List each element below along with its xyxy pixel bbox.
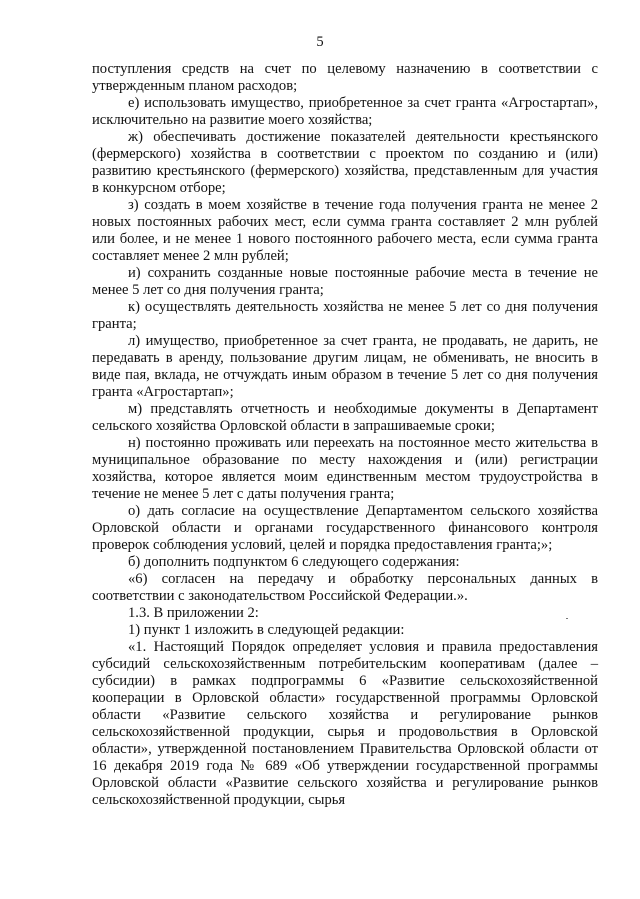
paragraph: е) использовать имущество, приобретенное за счет гранта «Агростартап», исключительно на развитие моего хозяйства; [92,95,598,128]
paragraph: м) представлять отчетность и необходимые документы в Департамент сельского хозяйства Орловской области в запрашиваемые сроки; [92,401,598,434]
paragraph: к) осуществлять деятельность хозяйства не менее 5 лет со дня получения гранта; [92,299,598,332]
paragraph: н) постоянно проживать или переехать на постоянное место жительства в муниципальное образование по месту нахождения и (или) регистрации хозяйства, которое является моим единственным местом трудоустройства в течение не менее 5 лет с даты получения гранта; [92,435,598,502]
paragraph: б) дополнить подпунктом 6 следующего содержания: [128,554,460,570]
paragraph: з) создать в моем хозяйстве в течение года получения гранта не менее 2 новых постоянных рабочих мест, если сумма гранта составляет 2 млн рублей или более, и не менее 1 нового постоянного рабочего места, если сумма гранта составляет менее 2 млн рублей; [92,197,598,264]
paragraph: ж) обеспечивать достижение показателей деятельности крестьянского (фермерского) хозяйства в соответствии с проектом по созданию и (или) развитию крестьянского (фермерского) хозяйства, представленным для участия в конкурсном отборе; [92,129,598,196]
paragraph: «1. Настоящий Порядок определяет условия и правила предоставления субсидий сельскохозяйственным потребительским кооперативам (далее – субсидии) в рамках подпрограммы 6 «Развитие сельскохозяйственной кооперации в Орловской области» государственной программы Орловской области «Развитие сельского хозяйства и регулирование рынков сельскохозяйственной продукции, сырья и продовольствия в Орловской области», утвержденной постановлением Правительства Орловской области от 16 декабря 2019 года № 689 «Об утверждении государственной программы Орловской области «Развитие сельского хозяйства и регулирование рынков сельскохозяйственной продукции, сырья [92,639,598,808]
paragraph: поступления средств на счет по целевому назначению в соответствии с утвержденным планом расходов; [92,61,598,94]
paragraph: «6) согласен на передачу и обработку персональных данных в соответствии с законодательством Российской Федерации.». [92,571,598,604]
scan-speck [566,618,568,619]
document-body [92,61,598,809]
paragraph: и) сохранить созданные новые постоянные рабочие места в течение не менее 5 лет со дня получения гранта; [92,265,598,298]
paragraph: 1.3. В приложении 2: [128,605,259,621]
paragraph: 1) пункт 1 изложить в следующей редакции: [128,622,405,638]
page-number: 5 [316,34,324,50]
paragraph: о) дать согласие на осуществление Департаментом сельского хозяйства Орловской области и органами государственного финансового контроля проверок соблюдения условий, целей и порядка предоставления гранта;»; [92,503,598,553]
paragraph: л) имущество, приобретенное за счет гранта, не продавать, не дарить, не передавать в аренду, пользование другим лицам, не обменивать, не вносить в виде пая, вклада, не отчуждать иным образом в течение 5 лет со дня получения гранта «Агростартап»; [92,333,598,400]
